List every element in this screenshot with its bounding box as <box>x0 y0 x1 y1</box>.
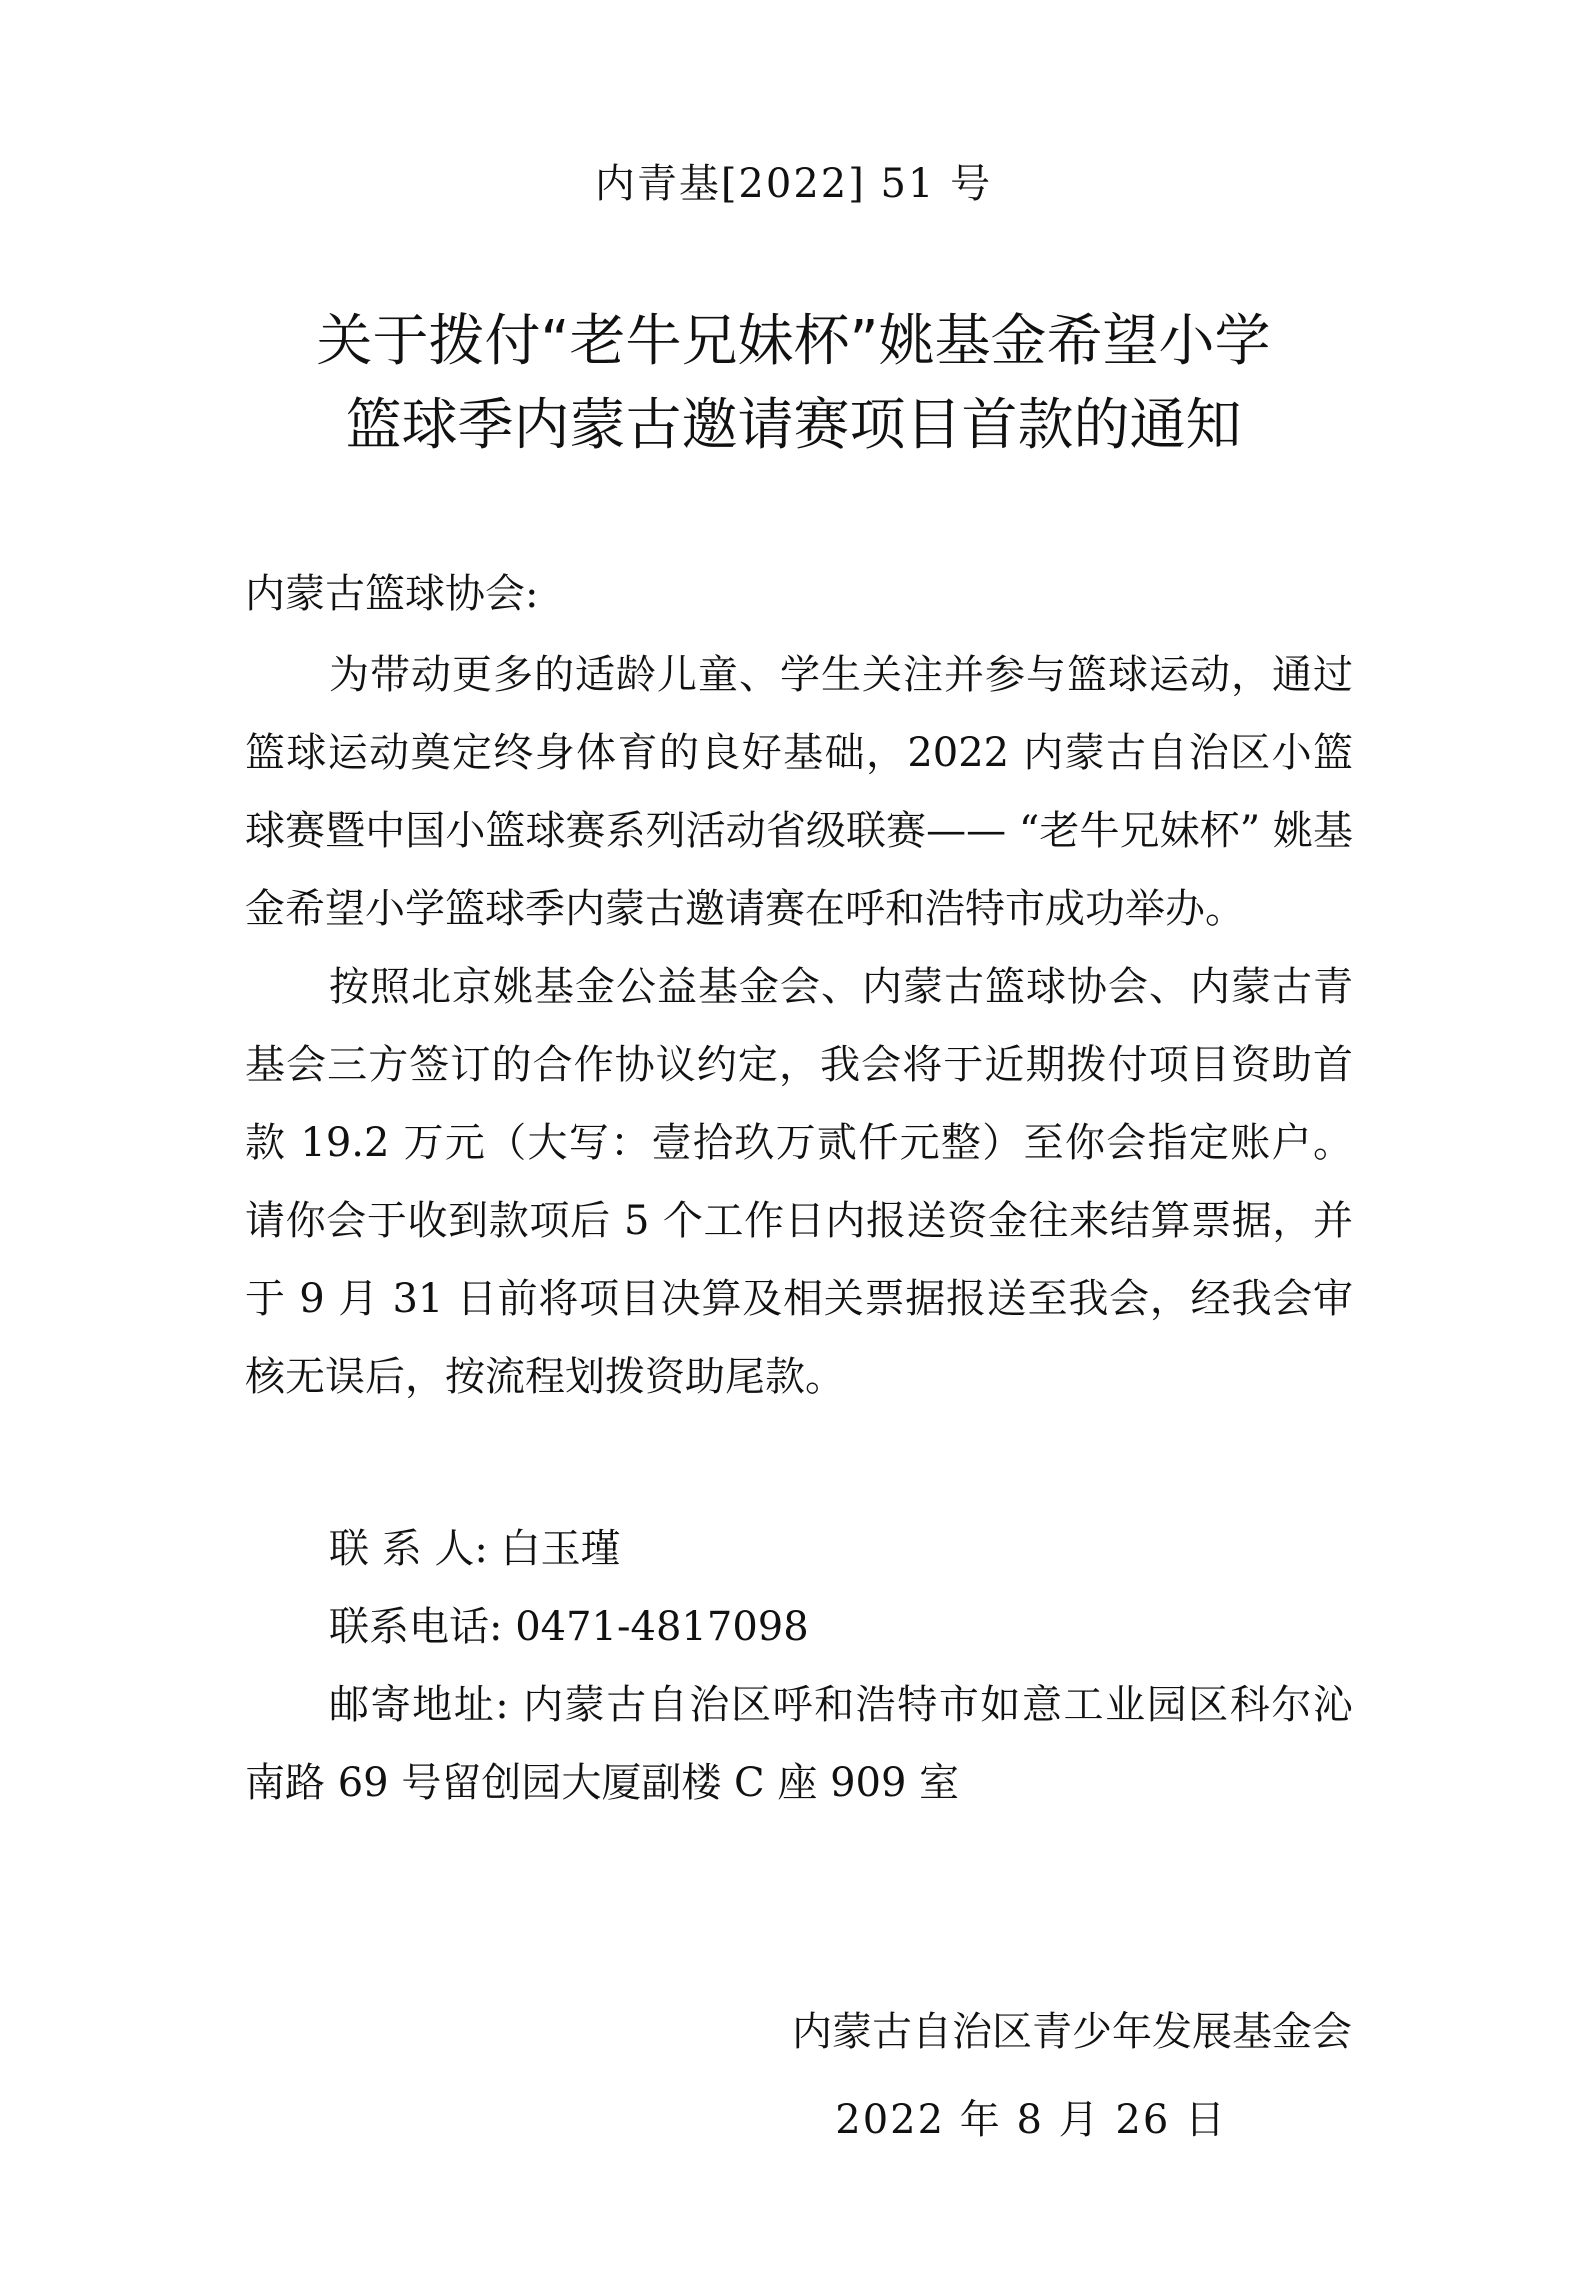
contact-phone-value: 0471-4817098 <box>515 1604 809 1650</box>
salutation: 内蒙古篮球协会: <box>245 571 539 617</box>
title-line-1: 关于拨付“老牛兄妹杯”姚基金希望小学 <box>316 309 1271 374</box>
contact-phone-row <box>245 1588 1353 1666</box>
notice-body <box>245 636 1353 1416</box>
contact-phone-label: 联系电话: <box>329 1604 503 1650</box>
paragraph-1-emphasis: 为带动更多的适龄儿童、学生关注并参与篮球运动，通过篮球运动奠定终身体育的良好基础 <box>245 652 1353 776</box>
contact-person-label: 联 系 人: <box>329 1526 488 1572</box>
contact-person-value: 白玉瑾 <box>500 1526 621 1572</box>
issue-date: 2022 年 8 月 26 日 <box>835 2097 1227 2143</box>
mailing-address-value: 内蒙古自治区呼和浩特市如意工业园区科尔沁南路 69 号留创园大厦副楼 C 座 909 室 <box>245 1682 1354 1806</box>
issuing-organization: 内蒙古自治区青少年发展基金会 <box>792 2009 1352 2055</box>
paragraph-1-rest: ，2022 内蒙古自治区小篮球赛暨中国小篮球赛系列活动省级联赛—— “老牛兄妹杯” 姚基金希望小学篮球季内蒙古邀请赛在呼和浩特市成功举办。 <box>245 730 1354 932</box>
title-line-2: 篮球季内蒙古邀请赛项目首款的通知 <box>345 393 1242 458</box>
paragraph-1 <box>245 636 1353 948</box>
document-title <box>0 300 1587 468</box>
contact-person-row <box>245 1510 1353 1588</box>
mailing-address-row <box>245 1666 1353 1822</box>
paragraph-2: 按照北京姚基金公益基金会、内蒙古篮球协会、内蒙古青基会三方签订的合作协议约定，我会将于近期拨付项目资助首款 19.2 万元（大写：壹拾玖万贰仟元整）至你会指定账户。请你会于收到款项后 5 个工作日内报送资金往来结算票据，并于 9 月 31 日前将项目决算及相关票据报送至我会，经我会审核无误后，按流程划拨资助尾款。 <box>245 964 1353 1400</box>
document-number: 内青基[2022] 51 号 <box>594 161 993 207</box>
mailing-address-label: 邮寄地址: <box>329 1682 509 1728</box>
